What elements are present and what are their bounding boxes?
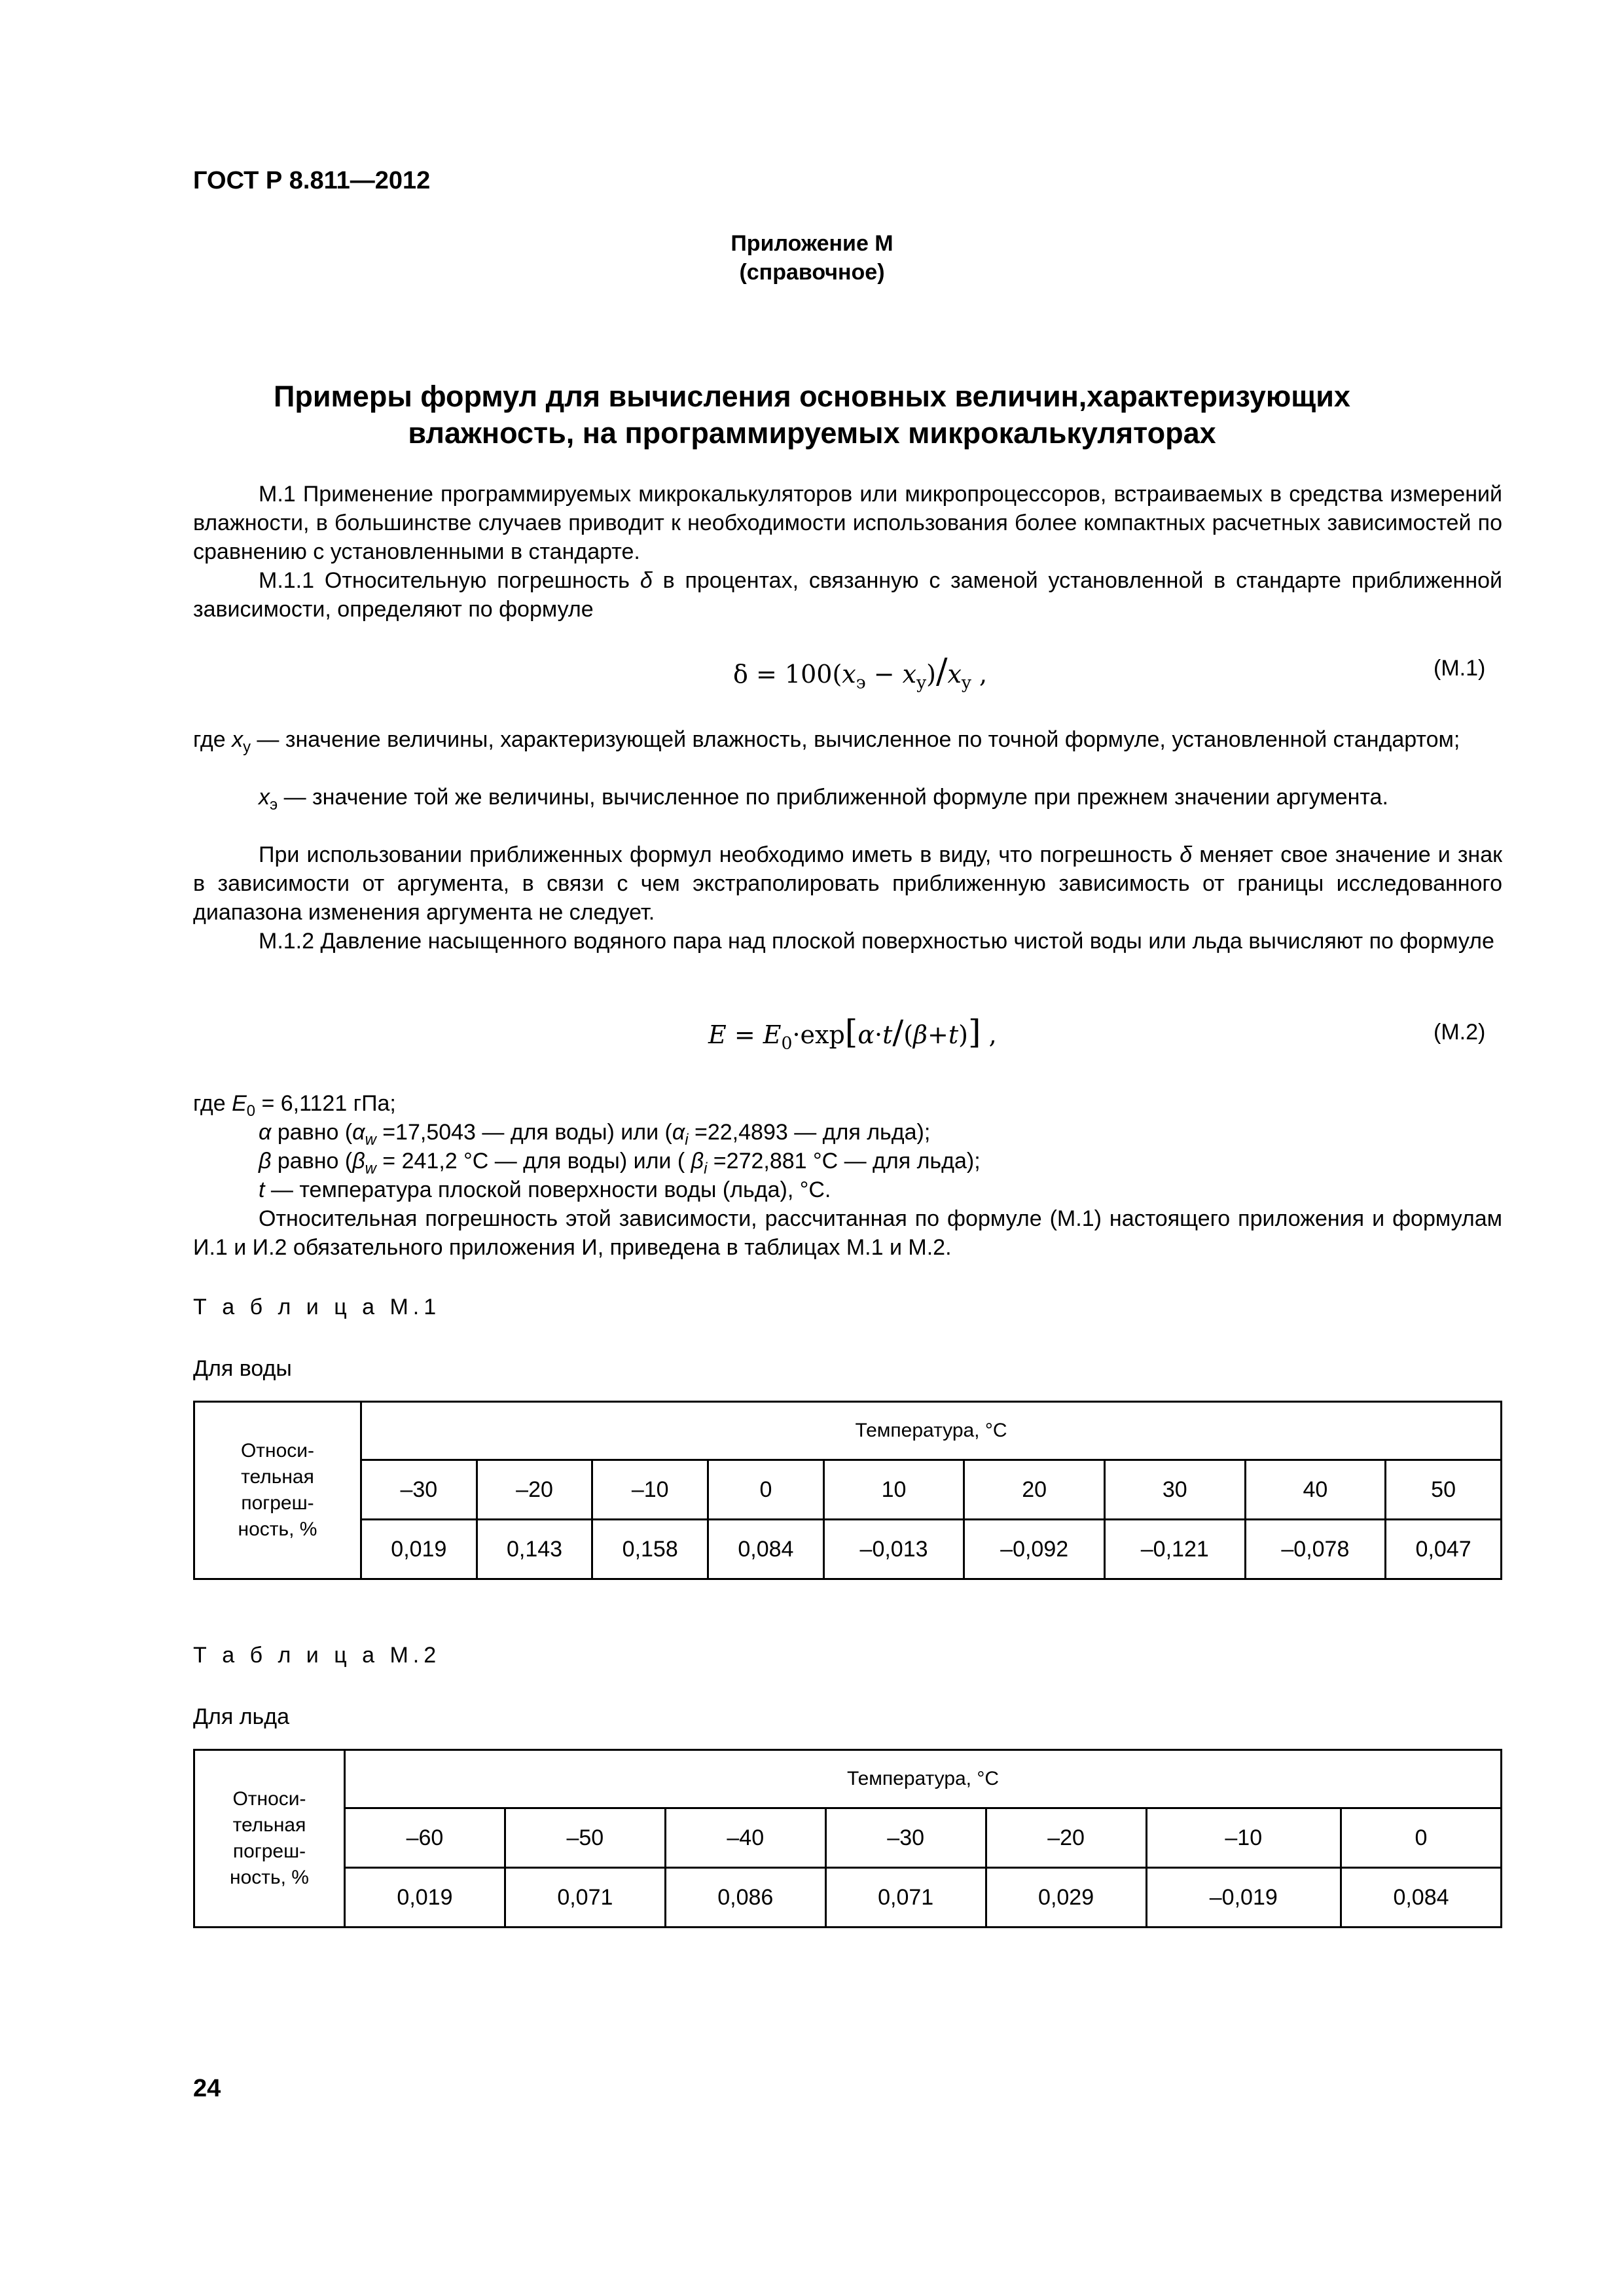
table-m1 — [193, 1401, 1502, 1580]
table1-value: 0,143 — [477, 1520, 592, 1579]
table2-temp: –40 — [665, 1808, 825, 1868]
appendix-type: (справочное) — [739, 260, 885, 285]
table2-temp: –30 — [825, 1808, 986, 1868]
table2-value: –0,019 — [1146, 1868, 1341, 1928]
table1-value: 0,047 — [1386, 1520, 1502, 1579]
table2-subtitle: Для льда — [193, 1704, 290, 1729]
definition-xy: где $x_y$ — значение величины, характеризующей влажность, вычисленное по точной формуле, установленной стандартом; — [193, 727, 1460, 756]
table2-temp: –20 — [986, 1808, 1146, 1868]
table2-value: 0,084 — [1341, 1868, 1502, 1928]
table-row — [194, 1808, 1502, 1868]
table1-temp: –30 — [361, 1460, 477, 1520]
formula-m1-number: (М.1) — [1434, 656, 1486, 681]
table1-value: 0,158 — [592, 1520, 708, 1579]
definition-alpha: α равно ($\alpha_w =17,5043$ — для воды) или ($\alpha_i =22,4893$ — для льда); — [259, 1120, 931, 1149]
table1-temp: 0 — [708, 1460, 824, 1520]
definition-e0: где $E_0 = 6,1121$ гПа; — [193, 1091, 396, 1120]
table1-temp: 20 — [964, 1460, 1105, 1520]
table-row — [194, 1750, 1502, 1808]
table2-column-group: Температура, °С — [345, 1750, 1502, 1808]
table-m2 — [193, 1749, 1502, 1928]
appendix-name: Приложение М — [731, 231, 893, 256]
table1-row-header: Относи- тельная погреш- ность, % — [194, 1402, 361, 1579]
table1-temp: 50 — [1386, 1460, 1502, 1520]
table1-temp: –10 — [592, 1460, 708, 1520]
table2-temp: 0 — [1341, 1808, 1502, 1868]
paragraph-m1: М.1 Применение программируемых микрокалькуляторов или микропроцессоров, встраиваемых в средства измерений влажности, в большинстве случаев приводит к необходимости использования более компактных расчетных зависимостей по сравнению с установленными в стандарте. — [193, 482, 1502, 564]
formula-m2-number: (М.2) — [1434, 1020, 1486, 1045]
page-number: 24 — [193, 2075, 221, 2102]
definition-beta: β равно ($\beta_w = 241,2$ °C — для воды) или ( $\beta_i =272,881$ °C — для льда); — [259, 1149, 981, 1177]
document-code: ГОСТ Р 8.811—2012 — [193, 167, 431, 194]
table1-value: –0,078 — [1245, 1520, 1386, 1579]
table1-value: –0,013 — [823, 1520, 964, 1579]
definition-xe: $x_э$ — значение той же величины, вычисленное по приближенной формуле при прежнем значении аргумента. — [259, 785, 1388, 814]
table1-subtitle: Для воды — [193, 1356, 292, 1381]
table-row — [194, 1460, 1502, 1520]
definition-t: t — температура плоской поверхности воды (льда), °С. — [259, 1177, 831, 1202]
table1-column-group: Температура, °С — [361, 1402, 1502, 1460]
table2-temp: –50 — [505, 1808, 665, 1868]
table1-caption: Т а б л и ц а М.1 — [193, 1295, 441, 1319]
table2-value: 0,071 — [505, 1868, 665, 1928]
table2-caption: Т а б л и ц а М.2 — [193, 1643, 441, 1668]
table2-temp: –60 — [345, 1808, 505, 1868]
table2-value: 0,071 — [825, 1868, 986, 1928]
title-line-2: влажность, на программируемых микрокалькуляторах — [408, 416, 1216, 450]
table1-value: 0,084 — [708, 1520, 824, 1579]
table-row — [194, 1520, 1502, 1579]
table1-value: –0,092 — [964, 1520, 1105, 1579]
table-row — [194, 1402, 1502, 1460]
formula-m2: $E = E_0\cdot\exp[\alpha\cdot t/(\beta+t)]$ , — [708, 1013, 997, 1054]
table1-value: 0,019 — [361, 1520, 477, 1579]
table-row — [194, 1868, 1502, 1928]
table2-value: 0,029 — [986, 1868, 1146, 1928]
paragraph-approximation: При использовании приближенных формул необходимо иметь в виду, что погрешность δ меняет свое значение и знак в зависимости от аргумента, в связи с чем экстраполировать приближенную зависимость от границы исследованного диапазона изменения аргумента не следует. — [193, 842, 1502, 925]
table1-temp: –20 — [477, 1460, 592, 1520]
title-line-1: Примеры формул для вычисления основных величин,характеризующих — [274, 380, 1350, 413]
table2-value: 0,019 — [345, 1868, 505, 1928]
paragraph-m1-2: М.1.2 Давление насыщенного водяного пара над плоской поверхностью чистой воды или льда вычисляют по формуле — [259, 929, 1494, 954]
table1-temp: 10 — [823, 1460, 964, 1520]
table1-temp: 30 — [1104, 1460, 1245, 1520]
table2-value: 0,086 — [665, 1868, 825, 1928]
paragraph-relative-error: Относительная погрешность этой зависимости, рассчитанная по формуле (М.1) настоящего приложения и формулам И.1 и И.2 обязательного приложения И, приведена в таблицах М.1 и М.2. — [193, 1206, 1502, 1260]
paragraph-m1-1: М.1.1 Относительную погрешность δ в процентах, связанную с заменой установленной в стандарте приближенной зависимости, определяют по формуле — [193, 568, 1502, 622]
formula-m1: $\delta = 100(x_э - x_y)/x_y$ , — [733, 652, 988, 693]
table2-row-header: Относи- тельная погреш- ность, % — [194, 1750, 345, 1928]
table1-value: –0,121 — [1104, 1520, 1245, 1579]
table2-temp: –10 — [1146, 1808, 1341, 1868]
table1-temp: 40 — [1245, 1460, 1386, 1520]
